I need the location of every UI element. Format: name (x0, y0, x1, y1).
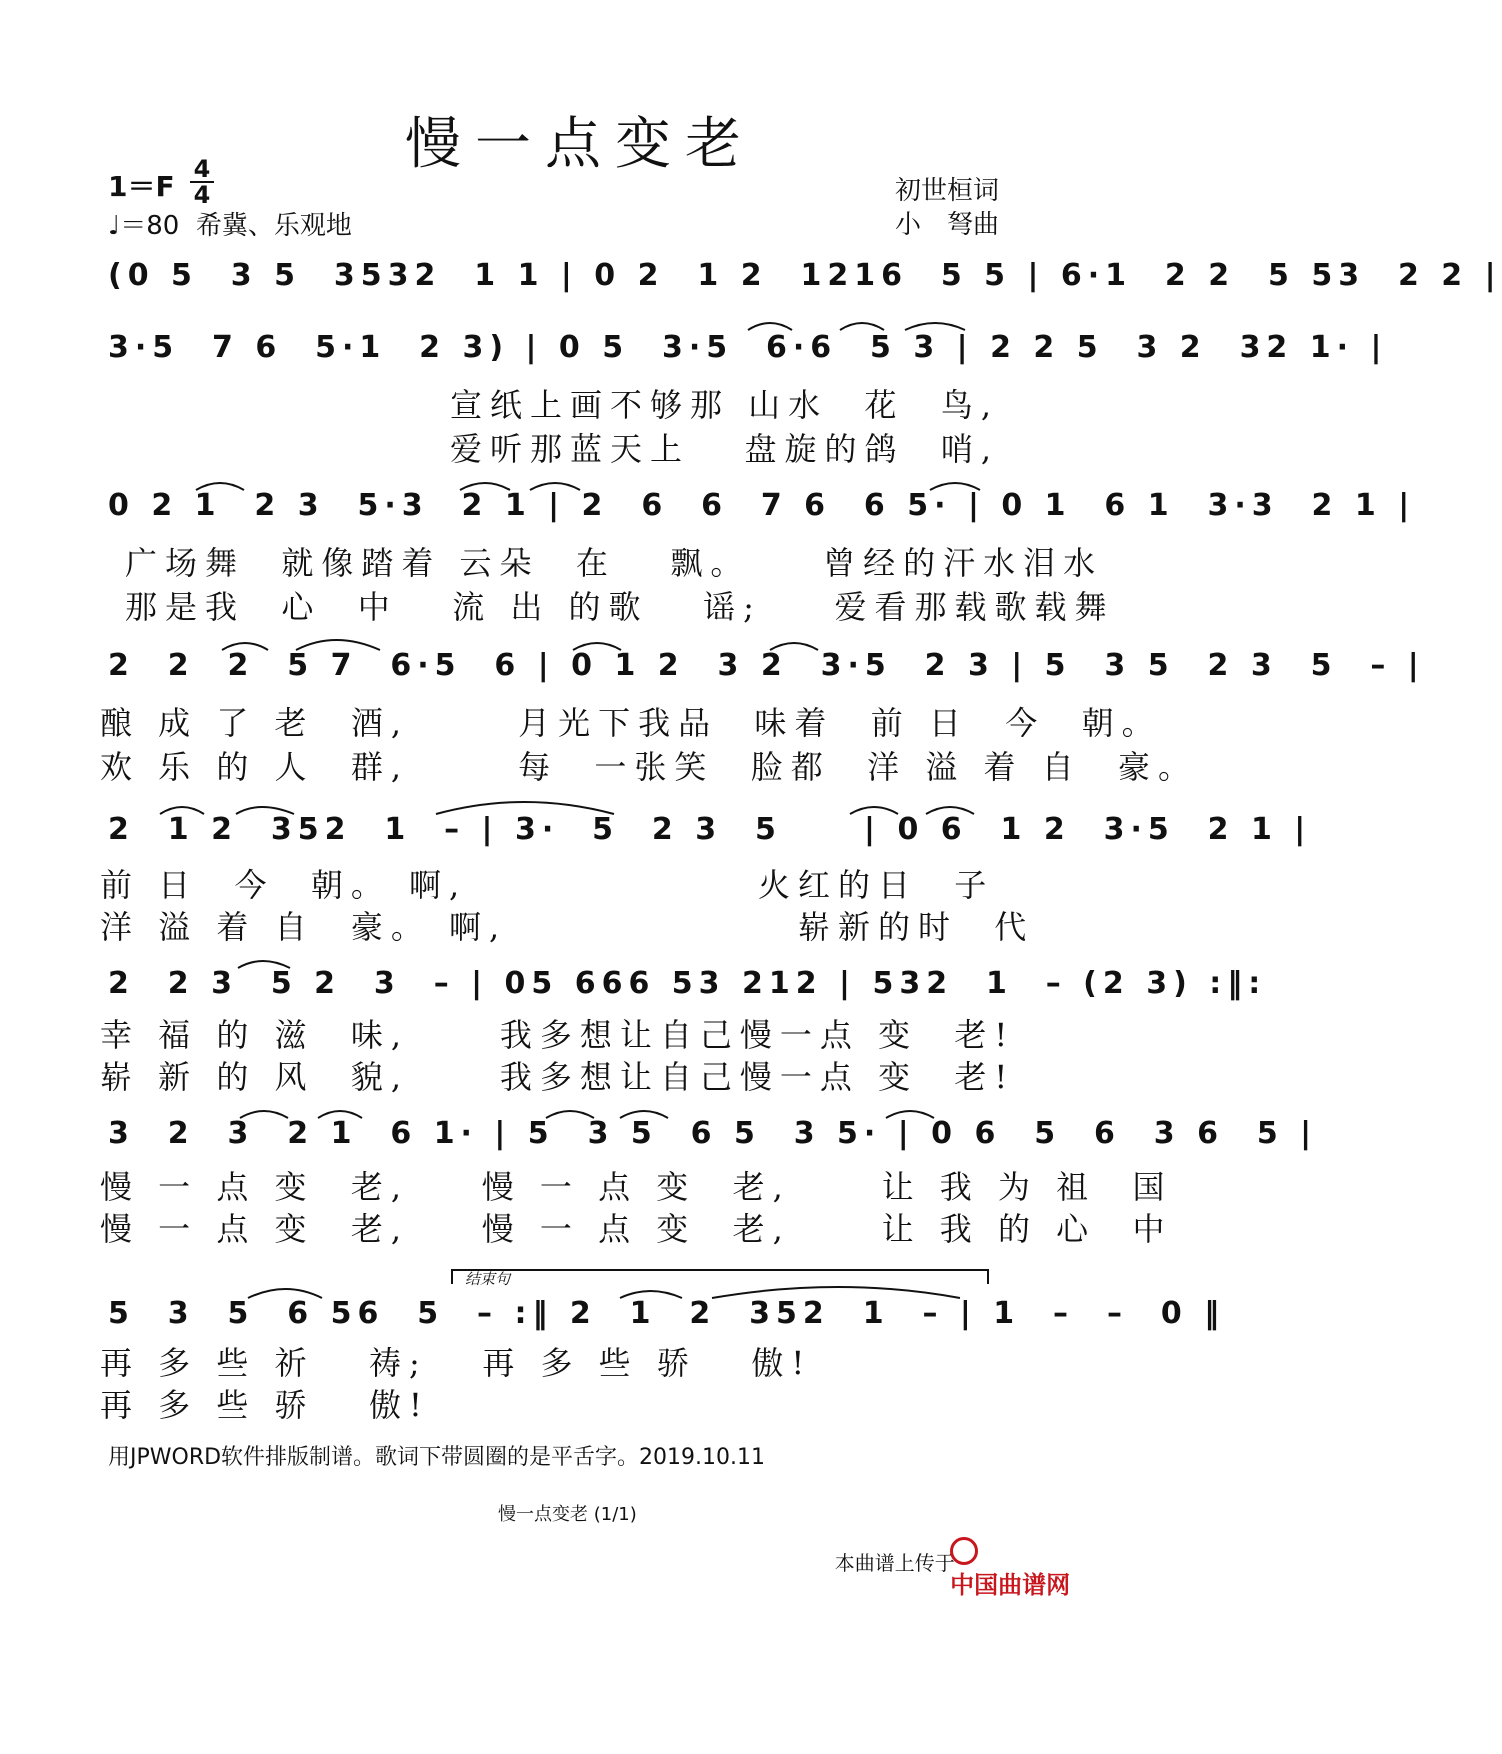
system-2-notes: 3·5 7 6 5·1 2 3) | 0 5 3·5 6·6 5 3 | 2 2 5 3 2 32 1· | (108, 330, 1388, 365)
upload-credit (822, 1523, 955, 1576)
key-signature: 1＝F (108, 170, 175, 203)
footer-note: 用JPWORD软件排版制谱。歌词下带圆圈的是平舌字。2019.10.11 (108, 1445, 766, 1470)
system-2-lyric-1: 宣纸上画不够那 山水 花 鸟, (450, 386, 1000, 424)
site-logo (940, 1518, 1070, 1600)
upload-text: 本曲谱上传于 (834, 1551, 955, 1575)
system-7-notes: 3 2 3 2 1 6 1· | 5 3 5 6 5 3 5· | 0 6 5 6 3 6 5 | (108, 1116, 1318, 1151)
system-8-lyric-1: 再 多 些 祈 祷; 再 多 些 骄 傲! (100, 1344, 813, 1382)
site-brand-sub: 曲谱网 (998, 1571, 1071, 1599)
system-6-lyric-2: 崭 新 的 风 貌, 我多想让自己慢一点 变 老! (100, 1058, 1016, 1096)
system-4-lyric-1: 酿 成 了 老 酒, 月光下我品 味着 前 日 今 朝。 (100, 704, 1162, 742)
system-5-lyric-1: 前 日 今 朝。 啊, 火红的日 子 (100, 866, 995, 904)
system-5-lyric-2: 洋 溢 着 自 豪。 啊, 崭新的时 代 (100, 908, 1035, 946)
system-4-lyric-2: 欢 乐 的 人 群, 每 一张笑 脸都 洋 溢 着 自 豪。 (100, 748, 1198, 786)
system-8-notes: 5 3 5 6 56 5 – :‖ 2 1 2 352 1 – | 1 – – 0 ‖ (108, 1296, 1226, 1331)
system-8-lyric-2: 再 多 些 骄 傲! (100, 1386, 430, 1424)
page-title: 慢一点变老 (405, 112, 755, 177)
system-7-lyric-1: 慢 一 点 变 老, 慢 一 点 变 老, 让 我 为 祖 国 (100, 1168, 1173, 1206)
system-6-notes: 2 2 3 5 2 3 – | 05 666 53 212 | 532 1 – (2 3) :‖: (108, 966, 1267, 1001)
coda-label: 结束句 (465, 1270, 511, 1288)
system-2-lyric-2: 爱听那蓝天上 盘旋的鸽 哨, (450, 430, 1000, 468)
system-1-notes: (0 5 3 5 3532 1 1 | 0 2 1 2 1216 5 5 | 6·1 2 2 5 53 2 2 | (108, 258, 1502, 293)
time-top: 4 (193, 155, 211, 183)
system-3-notes: 0 2 1 2 3 5·3 2 1 | 2 6 6 7 6 6 5· | 0 1 6 1 3·3 2 1 | (108, 488, 1416, 523)
composer-credit: 小 弩曲 (895, 210, 1000, 240)
system-6-lyric-1: 幸 福 的 滋 味, 我多想让自己慢一点 变 老! (100, 1016, 1016, 1054)
tempo-marking: ♩＝80 希冀、乐观地 (108, 211, 352, 241)
system-3-lyric-1: 广场舞 就像踏着 云朵 在 飘。 曾经的汗水泪水 (125, 544, 1104, 582)
system-7-lyric-2: 慢 一 点 变 老, 慢 一 点 变 老, 让 我 的 心 中 (100, 1210, 1173, 1248)
lyricist-credit: 初世桓词 (895, 176, 1000, 206)
page-number: 慢一点变老 (1/1) (498, 1504, 637, 1525)
coda-bracket (452, 1270, 988, 1284)
site-brand: 中国 (950, 1571, 999, 1599)
system-4-notes: 2 2 2 5 7 6·5 6 | 0 1 2 3 2 3·5 2 3 | 5 3 5 2 3 5 – | (108, 648, 1425, 683)
logo-mark-icon (950, 1537, 978, 1565)
system-5-notes: 2 1 2 352 1 – | 3· 5 2 3 5 | 0 6 1 2 3·5 2 1 | (108, 812, 1312, 847)
time-bottom: 4 (193, 181, 211, 209)
system-3-lyric-2: 那是我 心 中 流 出 的歌 谣; 爱看那载歌载舞 (125, 588, 1115, 626)
